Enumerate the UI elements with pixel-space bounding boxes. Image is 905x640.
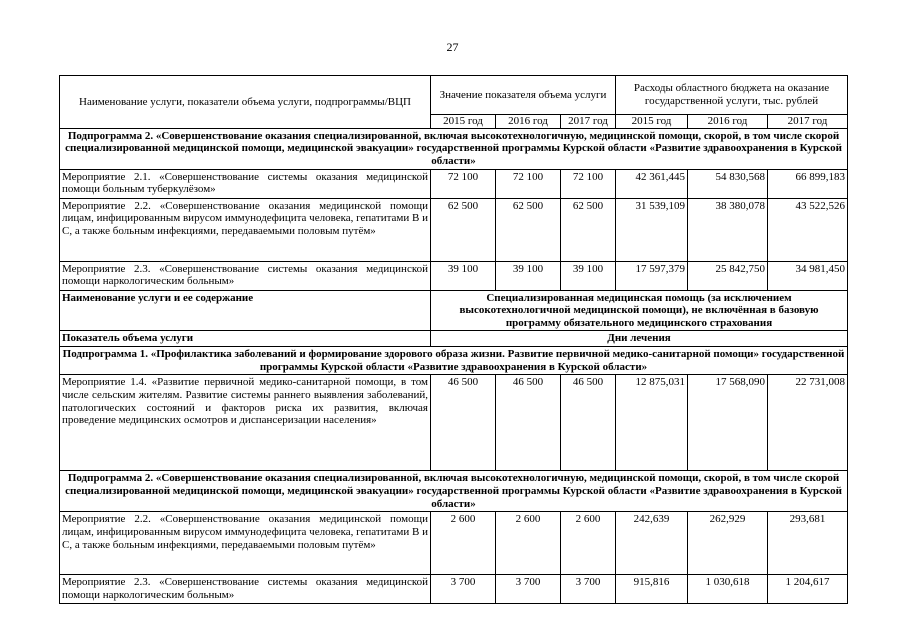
budget-value: 34 981,450 bbox=[768, 261, 848, 290]
budget-table bbox=[59, 75, 848, 604]
header-volume: Значение показателя объема услуги bbox=[431, 76, 616, 115]
volume-value: 46 500 bbox=[431, 375, 496, 471]
measure-name bbox=[60, 512, 431, 575]
budget-value: 54 830,568 bbox=[688, 169, 768, 198]
measure-name-text: Мероприятие 1.4. «Развитие первичной медико-санитарной помощи, в том числе сельским жителям. Развитие системы раннего выявления заболеваний, патологических состояний и факторов риска их развития, включая проведение медицинских осмотров и диспансеризации населения» bbox=[62, 376, 428, 427]
volume-value: 2 600 bbox=[496, 512, 561, 575]
header-row bbox=[60, 76, 848, 115]
volume-value: 3 700 bbox=[496, 575, 561, 604]
table-row bbox=[60, 169, 848, 198]
service-value: Специализированная медицинская помощь (за исключением высокотехнологичной медицинской помощи), не включённая в базовую программу обязательного медицинского страхования bbox=[431, 290, 848, 331]
volume-value: 46 500 bbox=[561, 375, 616, 471]
volume-value: 72 100 bbox=[561, 169, 616, 198]
volume-value: 2 600 bbox=[431, 512, 496, 575]
budget-value: 1 030,618 bbox=[688, 575, 768, 604]
year-cell: 2017 год bbox=[561, 115, 616, 129]
indicator-value: Дни лечения bbox=[431, 331, 848, 347]
year-cell: 2016 год bbox=[688, 115, 768, 129]
budget-value: 915,816 bbox=[616, 575, 688, 604]
year-cell: 2015 год bbox=[431, 115, 496, 129]
year-cell: 2015 год bbox=[616, 115, 688, 129]
indicator-label: Показатель объема услуги bbox=[60, 331, 431, 347]
measure-name bbox=[60, 375, 431, 471]
volume-value: 46 500 bbox=[496, 375, 561, 471]
table-row bbox=[60, 512, 848, 575]
subprogram-title: Подпрограмма 1. «Профилактика заболеваний и формирование здорового образа жизни. Развитие первичной медико-санитарной помощи» государственной программы Курской области «Развитие здравоохранения в Курской области» bbox=[60, 347, 848, 375]
budget-value: 12 875,031 bbox=[616, 375, 688, 471]
measure-name bbox=[60, 169, 431, 198]
service-label: Наименование услуги и ее содержание bbox=[60, 290, 431, 331]
volume-value: 39 100 bbox=[561, 261, 616, 290]
budget-value: 31 539,109 bbox=[616, 198, 688, 261]
budget-value: 43 522,526 bbox=[768, 198, 848, 261]
volume-value: 62 500 bbox=[431, 198, 496, 261]
page-number: 27 bbox=[446, 40, 459, 54]
table-row bbox=[60, 375, 848, 471]
budget-value: 38 380,078 bbox=[688, 198, 768, 261]
volume-value: 2 600 bbox=[561, 512, 616, 575]
measure-name-text: Мероприятие 2.2. «Совершенствование оказания медицинской помощи лицам, инфицированным вирусом иммунодефицита человека, гепатитами В и С, а также больным инфекциями, передаваемыми половым путём» bbox=[62, 199, 428, 237]
budget-value: 262,929 bbox=[688, 512, 768, 575]
volume-value: 62 500 bbox=[561, 198, 616, 261]
subprogram-title: Подпрограмма 2. «Совершенствование оказания специализированной, включая высокотехнологичную, медицинской помощи, скорой, в том числе скорой специализированной медицинской помощи, медицинской эвакуации» государственной программы Курской области «Развитие здравоохранения в Курской области» bbox=[60, 471, 848, 512]
table-row bbox=[60, 575, 848, 604]
subprogram-row bbox=[60, 128, 848, 169]
volume-value: 3 700 bbox=[431, 575, 496, 604]
header-service: Наименование услуги, показатели объема услуги, подпрограммы/ВЦП bbox=[60, 76, 431, 129]
table-row bbox=[60, 198, 848, 261]
measure-name-text: Мероприятие 2.3. «Совершенствование системы оказания медицинской помощи наркологическим больным» bbox=[62, 576, 428, 601]
budget-value: 42 361,445 bbox=[616, 169, 688, 198]
measure-name-text: Мероприятие 2.3. «Совершенствование системы оказания медицинской помощи наркологическим больным» bbox=[62, 262, 428, 288]
table-row bbox=[60, 261, 848, 290]
measure-name-text: Мероприятие 2.2. «Совершенствование оказания медицинской помощи лицам, инфицированным вирусом иммунодефицита человека, гепатитами В и С, а также больным инфекциями, передаваемыми половым путём» bbox=[62, 513, 428, 551]
budget-value: 293,681 bbox=[768, 512, 848, 575]
budget-value: 22 731,008 bbox=[768, 375, 848, 471]
service-row bbox=[60, 290, 848, 331]
measure-name-text: Мероприятие 2.1. «Совершенствование системы оказания медицинской помощи больным туберкулёзом» bbox=[62, 170, 428, 196]
year-cell: 2017 год bbox=[768, 115, 848, 129]
volume-value: 39 100 bbox=[431, 261, 496, 290]
measure-name bbox=[60, 575, 431, 604]
subprogram-row bbox=[60, 471, 848, 512]
volume-value: 72 100 bbox=[431, 169, 496, 198]
volume-value: 72 100 bbox=[496, 169, 561, 198]
budget-value: 242,639 bbox=[616, 512, 688, 575]
budget-value: 25 842,750 bbox=[688, 261, 768, 290]
budget-value: 1 204,617 bbox=[768, 575, 848, 604]
volume-value: 3 700 bbox=[561, 575, 616, 604]
measure-name bbox=[60, 261, 431, 290]
budget-value: 17 568,090 bbox=[688, 375, 768, 471]
volume-value: 62 500 bbox=[496, 198, 561, 261]
header-budget: Расходы областного бюджета на оказание государственной услуги, тыс. рублей bbox=[616, 76, 848, 115]
year-cell: 2016 год bbox=[496, 115, 561, 129]
indicator-row bbox=[60, 331, 848, 347]
budget-value: 17 597,379 bbox=[616, 261, 688, 290]
subprogram-row bbox=[60, 347, 848, 375]
volume-value: 39 100 bbox=[496, 261, 561, 290]
measure-name bbox=[60, 198, 431, 261]
budget-value: 66 899,183 bbox=[768, 169, 848, 198]
subprogram-title: Подпрограмма 2. «Совершенствование оказания специализированной, включая высокотехнологичную, медицинской помощи, скорой, в том числе скорой специализированной медицинской помощи, медицинской эвакуации» государственной программы Курской области «Развитие здравоохранения в Курской области» bbox=[60, 128, 848, 169]
